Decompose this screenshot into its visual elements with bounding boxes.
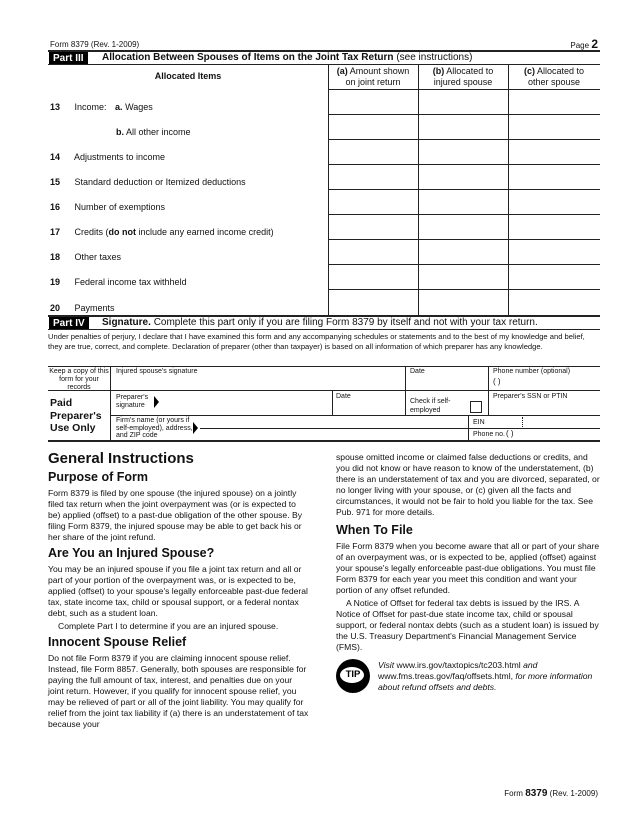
when-text: File Form 8379 when you become aware that all or part of your share of an overpayment was, or is expected to be, applied (offset) against your spouse's legally enforceable past-due obligations. You must file Form 8379 for each year you meet this condition and want your portion of any offset refunded. — [336, 541, 600, 595]
self-employed-checkbox[interactable] — [470, 401, 482, 413]
firm-name-field[interactable] — [200, 416, 465, 440]
line-number: 15 — [50, 177, 61, 187]
col-a-text1: Amount shown — [349, 66, 410, 76]
injured-text: You may be an injured spouse if you file a joint tax return and all or part of your portion of the overpayment was, or is expected to be, applied (offset) to your spouse's legally enforceable past-due federal tax, state income tax, child or spousal support, or a federal nontax debt, such as a student loan. — [48, 564, 308, 618]
line-label-bold: do not — [108, 227, 137, 237]
col-a-header — [328, 66, 418, 88]
footer-rev: (Rev. 1-2009) — [549, 789, 598, 798]
line-sub-letter: a. — [115, 102, 123, 112]
line-number: 16 — [50, 202, 61, 212]
sig-mid-rule — [48, 390, 600, 391]
part4-tag: Part IV — [49, 317, 89, 330]
check-if-label: Check if self-employed — [410, 398, 451, 414]
row-rule — [328, 164, 600, 165]
instructions-left-column — [48, 450, 310, 730]
part4-title-text: Complete this part only if you are filing Form 8379 by itself and not with your tax return. — [153, 317, 538, 328]
line-13a — [50, 102, 153, 112]
purpose-text: Form 8379 is filed by one spouse (the injured spouse) on a jointly filed tax return when the joint overpayment was (or is expected to be) applied (offset) to a past-due obligation of the other spouse. By filing Form 8379, the injured spouse may be able to get back his or her share of the joint refund. — [48, 488, 302, 542]
line-number: 17 — [50, 227, 61, 237]
line-label: Income: — [74, 102, 107, 112]
preparer-signature-field[interactable] — [162, 392, 330, 414]
perjury-statement: Under penalties of perjury, I declare that I have examined this form and any accompanying schedules or statements and to the best of my knowledge and belief, they are true, correct, and complete. Declaration of preparer (other than taxpayer) is based on all information of which preparer has any knowledge. — [48, 332, 585, 351]
injured-date-field[interactable] — [410, 376, 486, 390]
when-heading: When To File — [336, 523, 413, 537]
line-label: Other taxes — [74, 252, 122, 262]
col-c-header — [508, 66, 600, 88]
page-number: 2 — [591, 37, 598, 51]
page-label: Page — [570, 41, 590, 50]
col-c-text2: other spouse — [527, 77, 581, 87]
row-rule — [328, 214, 600, 215]
line-13b — [116, 127, 191, 137]
row-rule — [328, 139, 600, 140]
paid-preparer-label: Paid Preparer's Use Only — [50, 397, 102, 434]
part3-header-rule — [48, 64, 600, 65]
part4-title-rule — [48, 329, 600, 330]
date-label: Date — [410, 368, 425, 375]
part3-title-note: (see instructions) — [396, 52, 473, 63]
line-sub-letter: b. — [116, 127, 124, 137]
tip-visit: Visit — [378, 660, 395, 670]
keep-copy-note: Keep a copy of this form for your records — [49, 368, 109, 391]
row-rule — [328, 189, 600, 190]
purpose-heading: Purpose of Form — [48, 470, 149, 484]
line-label: Adjustments to income — [74, 152, 166, 162]
line-number: 18 — [50, 252, 61, 262]
part4-title — [102, 317, 538, 328]
part3-title-text: Allocation Between Spouses of Items on the Joint Tax Return — [102, 52, 394, 63]
col-c-text1: Allocated to — [536, 66, 585, 76]
arrow-icon — [154, 396, 159, 408]
right-continuation-text: spouse omitted income or claimed false deductions or credits, and you did not know or have reason to know of the understatement, (b) there is an understatement of tax and you are divorced, separated, or no longer living with your spouse, or (c) given all the facts and circumstances, it would not be fair to hold you liable for the tax. See Pub. 971 for more details. — [336, 452, 600, 517]
line-number: 19 — [50, 277, 61, 287]
line-label-pre: Credits ( — [74, 227, 109, 237]
sig-divider — [110, 366, 111, 440]
line-sub-label: Wages — [125, 102, 153, 112]
firm-name-label: Firm's name (or yours if self-employed), address, and ZIP code — [116, 417, 193, 439]
line-label: Payments — [74, 303, 115, 313]
row-rule — [328, 89, 600, 90]
instructions-right-column — [336, 452, 600, 699]
tip-and: and — [523, 660, 538, 670]
line-18 — [50, 252, 121, 262]
ein-rule — [468, 428, 600, 429]
footer-form-word: Form — [504, 789, 523, 798]
line-20 — [50, 303, 115, 313]
line-number: 13 — [50, 102, 61, 112]
tip-text — [378, 660, 600, 693]
col-b-letter: (b) — [432, 66, 445, 76]
col-b-text1: Allocated to — [446, 66, 494, 76]
ein-field[interactable] — [490, 416, 598, 427]
innocent-heading: Innocent Spouse Relief — [48, 635, 187, 649]
footer-form-number: 8379 — [525, 788, 548, 799]
ssn-ptin-label: Preparer's SSN or PTIN — [493, 393, 568, 400]
col-a-text2: on joint return — [345, 77, 401, 87]
phone-optional-label: Phone number (optional) — [493, 368, 571, 375]
phone-no-field[interactable]: ( ) — [506, 429, 514, 438]
sig-divider — [488, 390, 489, 415]
preparer-sig-label: Preparer's signature — [116, 394, 149, 409]
row-rule — [328, 114, 600, 115]
injured-heading: Are You an Injured Spouse? — [48, 546, 215, 560]
footer — [504, 788, 598, 799]
form-revision-label: Form 8379 (Rev. 1-2009) — [50, 40, 140, 49]
line-14 — [50, 152, 165, 162]
innocent-text: Do not file Form 8379 if you are claiming innocent spouse relief. Instead, file Form 8857. Generally, both spouses are responsible for paying the full amount of tax, interest, and penalties due on your joint return. However, if you qualify for innocent spouse relief, you may be relieved of part or all of the joint liability. You may qualify for relief from the joint tax liability if (a) there is an understatement of tax because your — [48, 653, 309, 729]
line-17 — [50, 227, 274, 237]
line-label: Federal income tax withheld — [74, 277, 187, 287]
row-rule — [328, 289, 600, 290]
sig-divider — [405, 366, 406, 390]
part4-title-bold: Signature. — [102, 317, 151, 328]
line-16 — [50, 202, 165, 212]
tip-url-2[interactable]: www.fms.treas.gov/faq/offsets.html, — [378, 671, 514, 681]
col-b-text2: injured spouse — [433, 77, 493, 87]
line-label-post: include any earned income credit) — [136, 227, 274, 237]
when-text-2: A Notice of Offset for federal tax debts is issued by the IRS. A Notice of Offset for past-due state income tax, child or spousal support, or federal nontax debts (such as a student loan) is issued by the U.S. Treasury Department's Financial Management Service (FMS). — [336, 598, 599, 652]
phone-no-label: Phone no. — [473, 431, 505, 438]
line-19 — [50, 277, 187, 287]
injured-sig-label: Injured spouse's signature — [116, 368, 198, 375]
injured-text-2: Complete Part I to determine if you are an injured spouse. — [58, 621, 279, 631]
line-number: 20 — [50, 303, 61, 313]
tip-url-1[interactable]: www.irs.gov/taxtopics/tc203.html — [396, 660, 521, 670]
sig-bottom-rule — [48, 440, 600, 442]
ein-separator — [522, 417, 523, 427]
col-c-letter: (c) — [523, 66, 535, 76]
col-a-letter: (a) — [336, 66, 348, 76]
sig-top-rule — [48, 366, 600, 367]
sig-divider — [405, 390, 406, 415]
part3-tag: Part III — [49, 52, 88, 65]
line-15 — [50, 177, 246, 187]
tip-icon — [336, 659, 370, 693]
tip-tail: for more information about refund offsets and debts. — [378, 671, 593, 692]
line-label: Standard deduction or Itemized deductions — [74, 177, 246, 187]
row-rule — [328, 239, 600, 240]
general-instructions-title: General Instructions — [48, 450, 194, 467]
part3-title — [102, 52, 472, 63]
sig-divider — [488, 366, 489, 390]
tip-label: TIP — [345, 669, 361, 680]
col-allocated-items: Allocated Items — [154, 71, 222, 81]
preparer-date-label: Date — [336, 393, 351, 400]
page-indicator — [570, 37, 598, 51]
phone-optional-field[interactable]: ( ) — [493, 377, 501, 386]
line-number: 14 — [50, 152, 61, 162]
line-sub-label: All other income — [126, 127, 191, 137]
row-rule — [328, 264, 600, 265]
injured-signature-field[interactable] — [116, 376, 404, 390]
arrow-icon — [193, 422, 198, 434]
sig-divider — [332, 390, 333, 415]
col-b-header — [418, 66, 508, 88]
ein-label: EIN — [473, 419, 485, 426]
tip-block — [336, 659, 600, 699]
line-label: Number of exemptions — [74, 202, 166, 212]
